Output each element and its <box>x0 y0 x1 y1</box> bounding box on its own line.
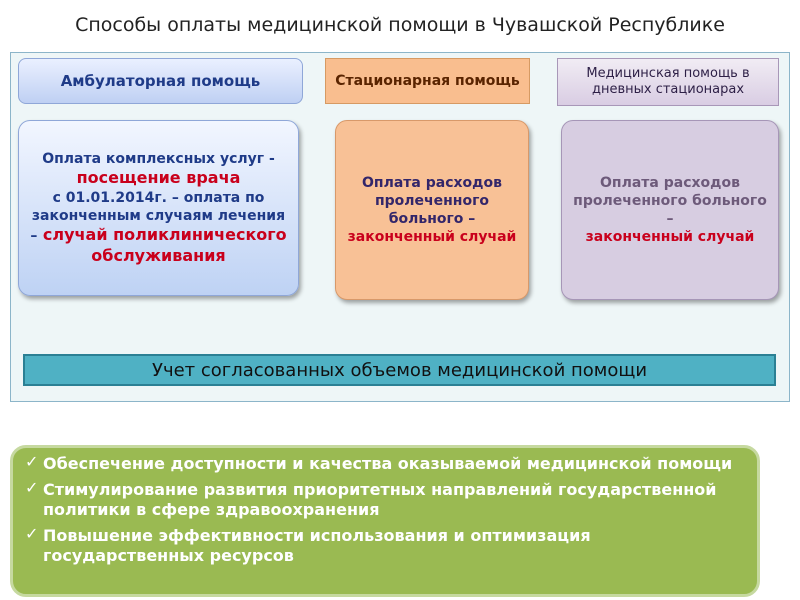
ambulatory-line-2: посещение врача <box>76 167 241 187</box>
inpatient-line-1: Оплата расходов пролеченного больного – <box>362 174 502 227</box>
goal-text: Обеспечение доступности и качества оказываемой медицинской помощи <box>43 454 733 473</box>
header-inpatient: Стационарная помощь <box>325 58 530 104</box>
ambulatory-line-3b: случай поликлинического обслуживания <box>37 224 287 265</box>
checkmark-icon: ✓ <box>25 452 39 471</box>
day-hospital-line-2: законченный случай <box>585 229 755 246</box>
checkmark-icon: ✓ <box>25 478 39 497</box>
ambulatory-payment-box <box>18 120 299 296</box>
page-title: Способы оплаты медицинской помощи в Чувашской Республике <box>75 14 725 36</box>
inpatient-payment-box <box>335 120 529 300</box>
inpatient-line-2: законченный случай <box>347 229 517 246</box>
ambulatory-line-3 <box>27 189 290 267</box>
goal-item <box>25 452 743 474</box>
volume-accounting-bar: Учет согласованных объемов медицинской помощи <box>23 354 776 386</box>
goal-item <box>25 478 743 520</box>
goals-box <box>10 445 760 597</box>
day-hospital-line-1: Оплата расходов пролеченного больного – <box>573 174 767 227</box>
ambulatory-line-1: Оплата комплексных услуг - <box>42 150 275 167</box>
goal-item <box>25 524 743 566</box>
header-day-hospital: Медицинская помощь в дневных стационарах <box>557 58 779 106</box>
header-ambulatory: Амбулаторная помощь <box>18 58 303 104</box>
goal-text: Стимулирование развития приоритетных направлений государственной политики в сфере здравоохранения <box>43 480 717 519</box>
checkmark-icon: ✓ <box>25 524 39 543</box>
goal-text: Повышение эффективности использования и оптимизация государственных ресурсов <box>43 526 591 565</box>
day-hospital-payment-box <box>561 120 779 300</box>
ambulatory-line-3a: с 01.01.2014г. – оплата по законченным случаям лечения – <box>30 189 286 244</box>
